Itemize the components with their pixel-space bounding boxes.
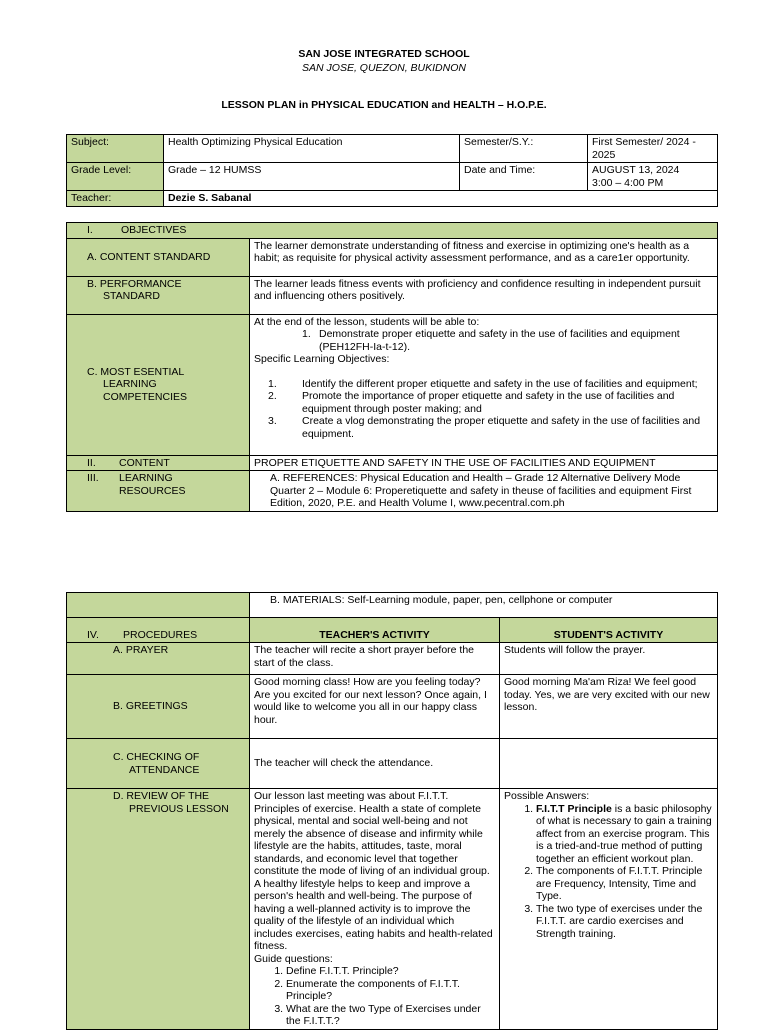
list-item: 3. What are the two Type of Exercises under the F.I.T.T.? bbox=[286, 1003, 495, 1028]
review-teacher bbox=[250, 789, 500, 1030]
answer1-term: F.I.T.T Principle bbox=[536, 802, 612, 815]
teacher-label: Teacher: bbox=[67, 191, 164, 207]
attendance-teacher: The teacher will check the attendance. bbox=[250, 739, 500, 789]
melc-main-item bbox=[254, 328, 713, 353]
materials-text: B. MATERIALS: Self-Learning module, paper, pen, cellphone or computer bbox=[250, 593, 718, 618]
review-teacher-text: Our lesson last meeting was about F.I.T.T. Principles of exercise. Health a state of complete physical, mental and social well-being and not merely the absence of disease and infirmity while lifestyle are the habits, attitudes, taste, moral standards, and economic level that together constitute the mode of living of an individual group. A healthy lifestyle helps to keep and improve a person's health and well-being. The purpose of having a well-planned activity is to improve the quality of the lifestyle of an individual which includes exercises, eating habits and health-related fitness. bbox=[254, 790, 493, 952]
guide-questions-label: Guide questions: bbox=[254, 952, 333, 965]
resources-label-line2: RESOURCES bbox=[119, 484, 186, 497]
content-label bbox=[67, 455, 250, 471]
attendance-label bbox=[67, 739, 250, 789]
prayer-student: Students will follow the prayer. bbox=[500, 643, 718, 675]
melc-label-line3: COMPETENCIES bbox=[103, 390, 188, 403]
specific-objectives-list bbox=[254, 378, 713, 441]
semester-value: First Semester/ 2024 - 2025 bbox=[588, 135, 718, 163]
list-item: 3. The two type of exercises under the F.I.T.T. are cardio exercises and Strength training. bbox=[536, 903, 713, 941]
attendance-label-line2: ATTENDANCE bbox=[129, 763, 200, 776]
student-activity-header: STUDENT'S ACTIVITY bbox=[500, 618, 718, 643]
greetings-label: B. GREETINGS bbox=[67, 675, 250, 739]
content-value: PROPER ETIQUETTE AND SAFETY IN THE USE OF FACILITIES AND EQUIPMENT bbox=[250, 455, 718, 471]
references-text: A. REFERENCES: Physical Education and Health – Grade 12 Alternative Delivery Mode Quarter 2 – Module 6: Properetiquette and safety in theuse of facilities and equipment First Edition, 2020, P.E. and Health Volume I, www.pecentral.com.ph bbox=[250, 471, 718, 512]
review-label-line2: PREVIOUS LESSON bbox=[129, 802, 229, 815]
teacher-activity-header: TEACHER'S ACTIVITY bbox=[250, 618, 500, 643]
greetings-teacher: Good morning class! How are you feeling today? Are you excited for our next lesson? Once again, I would like to welcome you all in our happy class hour. bbox=[250, 675, 500, 739]
performance-label-line2: STANDARD bbox=[103, 290, 160, 302]
list-item: 2. Enumerate the components of F.I.T.T. Principle? bbox=[286, 978, 495, 1003]
review-label-line1: D. REVIEW OF THE bbox=[113, 790, 210, 802]
prayer-teacher: The teacher will recite a short prayer before the start of the class. bbox=[250, 643, 500, 675]
attendance-student bbox=[500, 739, 718, 789]
procedures-num: IV. bbox=[87, 628, 99, 641]
objectives-heading bbox=[67, 223, 718, 239]
list-item: 2. Promote the importance of proper etiquette and safety in the use of facilities and equipment through poster making; and bbox=[268, 390, 675, 415]
list-item: 1. Identify the different proper etiquette and safety in the use of facilities and equipment; bbox=[268, 377, 698, 390]
greetings-student: Good morning Ma'am Riza! We feel good today. Yes, we are very excited with our new lesson. bbox=[500, 675, 718, 739]
melc-label bbox=[67, 314, 250, 455]
list-item: 1. Define F.I.T.T. Principle? bbox=[286, 965, 495, 978]
prayer-label: A. PRAYER bbox=[67, 643, 250, 675]
list-item: 3. Create a vlog demonstrating the proper etiquette and safety in the use of facilities and equipment. bbox=[268, 415, 701, 440]
performance-label-line1: B. PERFORMANCE bbox=[87, 277, 182, 290]
content-standard-text: The learner demonstrate understanding of fitness and exercise in optimizing one's health as a habit; as requisite for physical activity assessment performance, and as a care1er opportunity. bbox=[250, 238, 718, 276]
date-time-value bbox=[588, 163, 718, 191]
resources-num: III. bbox=[87, 472, 99, 484]
melc-intro: At the end of the lesson, students will be able to: bbox=[254, 315, 480, 328]
resources-label-line1: LEARNING bbox=[119, 472, 173, 484]
objectives-num: I. bbox=[87, 224, 93, 236]
lesson-plan-title: LESSON PLAN in PHYSICAL EDUCATION and HEALTH – H.O.P.E. bbox=[221, 99, 547, 111]
school-address: SAN JOSE, QUEZON, BUKIDNON bbox=[302, 62, 466, 74]
date-value: AUGUST 13, 2024 bbox=[592, 164, 680, 176]
procedures-table bbox=[66, 592, 718, 1030]
melc-main-num: 1. bbox=[302, 328, 311, 340]
answer1-text: is a basic philosophy of what is necessary to gain a training affect from an exercise program. This is a tried-and-true method of putting together an efficient workout plan. bbox=[536, 802, 712, 865]
grade-level-value: Grade – 12 HUMSS bbox=[164, 163, 460, 191]
list-item: 2. The components of F.I.T.T. Principle are Frequency, Intensity, Time and Type. bbox=[536, 865, 713, 903]
date-time-label: Date and Time: bbox=[460, 163, 588, 191]
melc-label-line2: LEARNING bbox=[103, 378, 157, 391]
semester-label: Semester/S.Y.: bbox=[460, 135, 588, 163]
content-num: II. bbox=[87, 456, 96, 469]
procedures-label-text: PROCEDURES bbox=[123, 628, 198, 641]
list-item bbox=[536, 803, 713, 866]
info-table bbox=[66, 134, 718, 207]
melc-label-line1: C. MOST ESENTIAL bbox=[87, 365, 185, 378]
content-standard-label: A. CONTENT STANDARD bbox=[67, 238, 250, 276]
melc-content bbox=[250, 314, 718, 455]
time-value: 3:00 – 4:00 PM bbox=[592, 176, 664, 189]
attendance-label-line1: C. CHECKING OF bbox=[113, 751, 200, 763]
possible-answers-label: Possible Answers: bbox=[504, 790, 590, 802]
objectives-table bbox=[66, 222, 718, 512]
subject-label: Subject: bbox=[67, 135, 164, 163]
teacher-value: Dezie S. Sabanal bbox=[164, 191, 718, 207]
specific-objectives-label: Specific Learning Objectives: bbox=[254, 353, 390, 365]
performance-standard-label bbox=[67, 276, 250, 314]
possible-answers-list bbox=[504, 803, 713, 941]
learning-resources-label bbox=[67, 471, 250, 512]
subject-value: Health Optimizing Physical Education bbox=[164, 135, 460, 163]
review-student bbox=[500, 789, 718, 1030]
guide-questions-list bbox=[254, 965, 495, 1028]
grade-level-label: Grade Level: bbox=[67, 163, 164, 191]
objectives-label: OBJECTIVES bbox=[121, 224, 187, 236]
performance-standard-text: The learner leads fitness events with proficiency and confidence resulting in independent pursuit and influencing others positively. bbox=[250, 276, 718, 314]
school-name: SAN JOSE INTEGRATED SCHOOL bbox=[298, 48, 470, 60]
content-label-text: CONTENT bbox=[119, 456, 170, 469]
procedures-label bbox=[67, 618, 250, 643]
melc-main-text: Demonstrate proper etiquette and safety in the use of facilities and equipment (PEH12FH-Ia-t-12). bbox=[319, 328, 680, 353]
review-label bbox=[67, 789, 250, 1030]
